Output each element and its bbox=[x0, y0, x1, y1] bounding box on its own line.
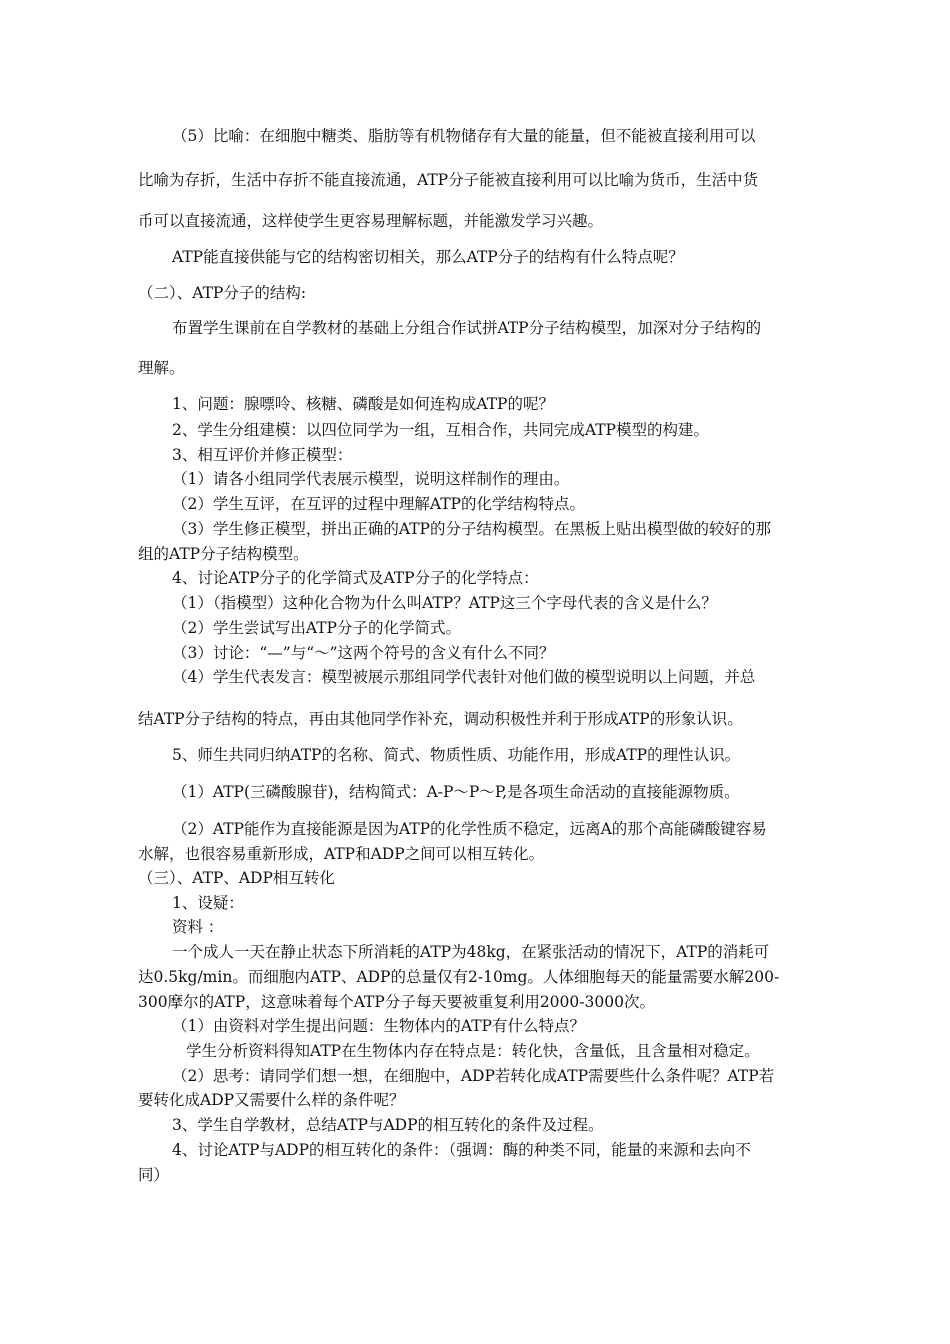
text-line: （3）讨论：“—”与“～”这两个符号的含义有什么不同？ bbox=[172, 644, 555, 662]
text-line: 1、问题：腺嘌呤、核糖、磷酸是如何连构成ATP的呢？ bbox=[172, 395, 554, 413]
text-line: （1）（指模型）这种化合物为什么叫ATP？ATP这三个字母代表的含义是什么？ bbox=[172, 594, 717, 612]
text-line: 一个成人一天在静止状态下所消耗的ATP为48kg，在紧张活动的情况下，ATP的消耗可 bbox=[172, 943, 770, 961]
text-line: 要转化成ADP又需要什么样的条件呢？ bbox=[138, 1091, 405, 1109]
text-line: 3、相互评价并修正模型： bbox=[172, 446, 353, 464]
section-heading: （二）、ATP分子的结构: bbox=[138, 284, 307, 302]
text-line: （2）学生尝试写出ATP分子的化学简式。 bbox=[172, 619, 461, 637]
text-line: （1）请各小组同学代表展示模型，说明这样制作的理由。 bbox=[172, 470, 570, 488]
text-line: 3、学生自学教材，总结ATP与ADP的相互转化的条件及过程。 bbox=[172, 1116, 604, 1134]
section-heading: （三）、ATP、ADP相互转化 bbox=[138, 869, 335, 887]
text-line: 同） bbox=[138, 1166, 170, 1184]
text-line: 300摩尔的ATP，这意味着每个ATP分子每天要被重复利用2000-3000次。 bbox=[138, 993, 655, 1011]
text-line: 币可以直接流通，这样使学生更容易理解标题，并能激发学习兴趣。 bbox=[138, 212, 604, 230]
text-line: （1）ATP(三磷酸腺苷)，结构简式：A-P～P～P,是各项生命活动的直接能源物质。 bbox=[172, 783, 740, 801]
text-line: 4、讨论ATP与ADP的相互转化的条件：（强调：酶的种类不同，能量的来源和去向不 bbox=[172, 1141, 751, 1159]
text-line: 2、学生分组建模：以四位同学为一组，互相合作，共同完成ATP模型的构建。 bbox=[172, 421, 709, 439]
text-line: ATP能直接供能与它的结构密切相关，那么ATP分子的结构有什么特点呢？ bbox=[172, 248, 684, 266]
text-line: 4、讨论ATP分子的化学简式及ATP分子的化学特点： bbox=[172, 569, 539, 587]
text-line: 1、设疑： bbox=[172, 894, 244, 912]
text-line: 理解。 bbox=[138, 359, 185, 377]
text-line: （2）思考：请同学们想一想，在细胞中，ADP若转化成ATP需要些什么条件呢？ATP若 bbox=[172, 1067, 775, 1085]
text-line: 学生分析资料得知ATP在生物体内存在特点是：转化快，含量低，且含量相对稳定。 bbox=[186, 1042, 760, 1060]
text-line: （2）学生互评，在互评的过程中理解ATP的化学结构特点。 bbox=[172, 495, 585, 513]
text-line: 5、师生共同归纳ATP的名称、简式、物质性质、功能作用，形成ATP的理性认识。 bbox=[172, 746, 741, 764]
text-line: （1）由资料对学生提出问题：生物体内的ATP有什么特点？ bbox=[172, 1017, 585, 1035]
text-line: 比喻为存折，生活中存折不能直接流通，ATP分子能被直接利用可以比喻为货币，生活中货 bbox=[138, 171, 759, 189]
text-line: （4）学生代表发言：模型被展示那组同学代表针对他们做的模型说明以上问题，并总 bbox=[172, 668, 756, 686]
text-line: 水解，也很容易重新形成，ATP和ADP之间可以相互转化。 bbox=[138, 845, 545, 863]
text-line: 布置学生课前在自学教材的基础上分组合作试拼ATP分子结构模型，加深对分子结构的 bbox=[172, 319, 762, 337]
text-line: 组的ATP分子结构模型。 bbox=[138, 545, 309, 563]
text-line: （2）ATP能作为直接能源是因为ATP的化学性质不稳定，远离A的那个高能磷酸键容易 bbox=[172, 820, 767, 838]
text-line: 资料 ： bbox=[172, 918, 224, 936]
text-line: 结ATP分子结构的特点，再由其他同学作补充，调动积极性并利于形成ATP的形象认识。 bbox=[138, 710, 743, 728]
text-line: （3）学生修正模型，拼出正确的ATP的分子结构模型。在黑板上贴出模型做的较好的那 bbox=[172, 520, 771, 538]
text-line: 达0.5kg/min。而细胞内ATP、ADP的总量仅有2-10mg。人体细胞每天的能量需要水解200- bbox=[138, 968, 780, 986]
text-line: （5）比喻：在细胞中糖类、脂肪等有机物储存有大量的能量，但不能被直接利用可以 bbox=[172, 127, 756, 145]
